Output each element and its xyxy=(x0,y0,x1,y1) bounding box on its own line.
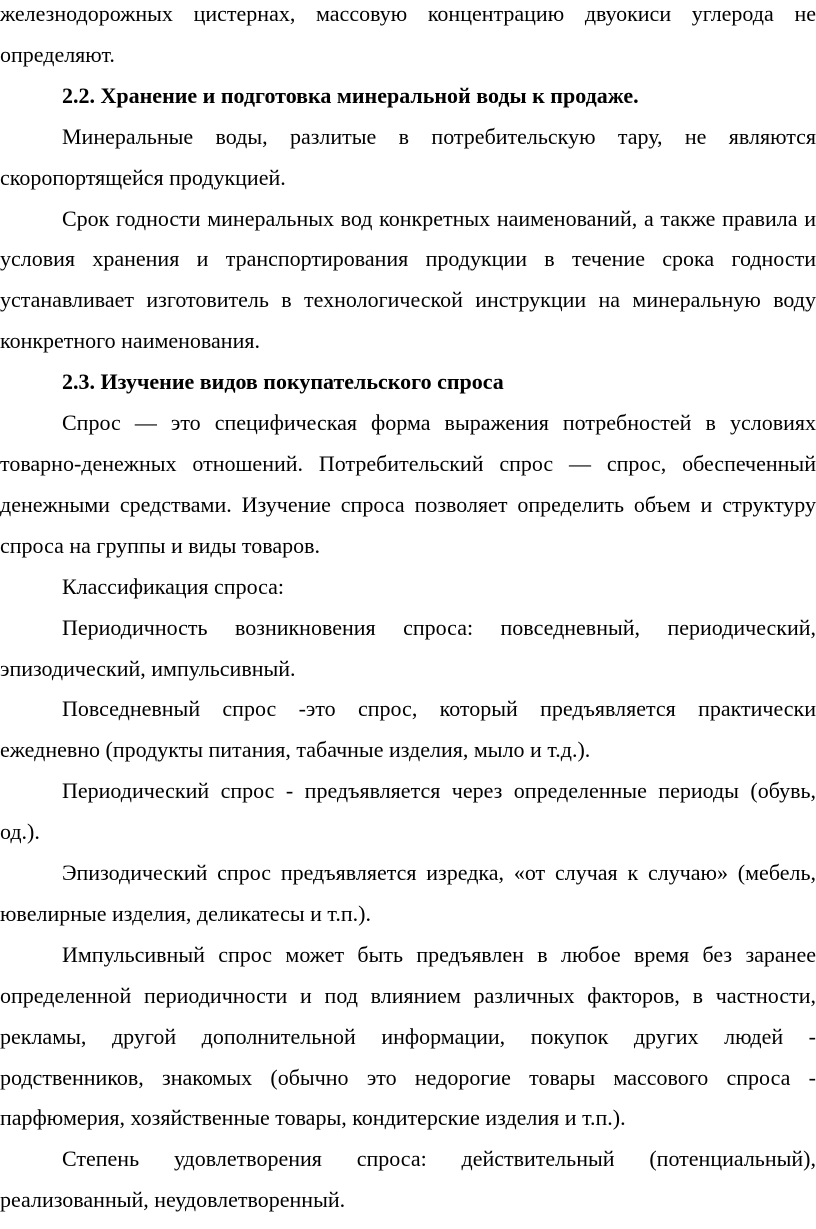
paragraph-demand-classification: Классификация спроса: xyxy=(62,573,285,599)
paragraph-demand-satisfaction: Степень удовлетворения спроса: действительный (потенциальный), реализованный, неудовлетворенный. xyxy=(0,1146,816,1213)
section-heading-2-3: 2.3. Изучение видов покупательского спроса xyxy=(62,369,504,395)
paragraph-episodic-demand: Эпизодический спрос предъявляется изредка, «от случая к случаю» (мебель, ювелирные изделия, деликатесы и т.п.). xyxy=(0,860,816,926)
paragraph-impulse-demand: Импульсивный спрос может быть предъявлен в любое время без заранее определенной периодичности и под влиянием различных факторов, в частности, рекламы, другой дополнительной информации, покупок других людей - родственников, знакомых (обычно это недорогие товары массового спроса - парфюмерия, хозяйственные товары, кондитерские изделия и т.п.). xyxy=(0,941,816,1131)
paragraph-demand-definition: Спрос — это специфическая форма выражения потребностей в условиях товарно-денежных отношений. Потребительский спрос — спрос, обеспеченный денежными средствами. Изучение спроса позволяет определить объем и структуру спроса на группы и виды товаров. xyxy=(0,410,816,558)
paragraph-periodic-demand: Периодический спрос - предъявляется через определенные периоды (обувь, од.). xyxy=(0,778,816,845)
paragraph-mineral-water-perishability: Минеральные воды, разлитые в потребительскую тару, не являются скоропортящейся продукцией. xyxy=(0,123,816,190)
paragraph-daily-demand: Повседневный спрос -это спрос, который предъявляется практически ежедневно (продукты питания, табачные изделия, мыло и т.д.). xyxy=(0,696,816,763)
paragraph-demand-periodicity: Периодичность возникновения спроса: повседневный, периодический, эпизодический, импульсивный. xyxy=(0,614,816,681)
paragraph-shelf-life: Срок годности минеральных вод конкретных наименований, а также правила и условия хранения и транспортирования продукции в течение срока годности устанавливает изготовитель в технологической инструкции на минеральную воду конкретного наименования. xyxy=(0,205,816,354)
section-heading-2-2: 2.2. Хранение и подготовка минеральной воды к продаже. xyxy=(62,82,639,108)
paragraph-continuation: железнодорожных цистернах, массовую концентрацию двуокиси углерода не определяют. xyxy=(0,1,816,67)
